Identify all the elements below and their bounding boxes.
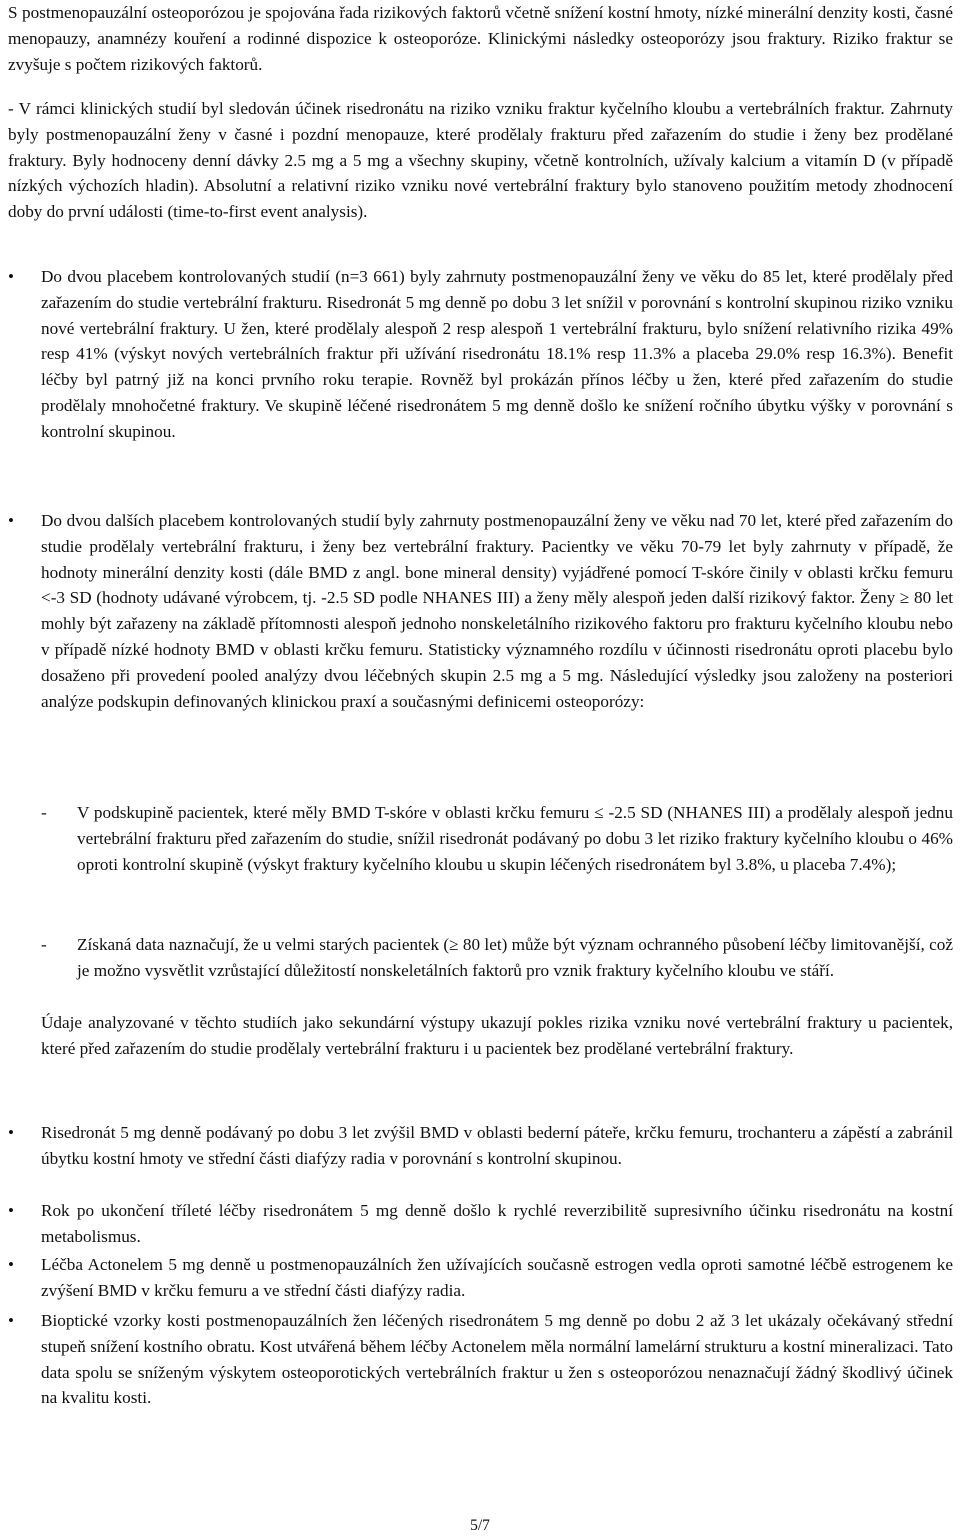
bullet-icon: • bbox=[8, 511, 14, 530]
bullet-icon: • bbox=[8, 1201, 14, 1220]
bullet-item-bmd-increase bbox=[8, 1120, 953, 1172]
dash-marker: - bbox=[41, 935, 47, 954]
bullet-item-text: Risedronát 5 mg denně podávaný po dobu 3 let zvýšil BMD v oblasti bederní páteře, krčku femuru, trochanteru a zápěstí a zabránil úbytku kostní hmoty ve střední části diafýzy radia v porovnání s kontrolní skupinou. bbox=[41, 1123, 953, 1168]
page-number: 5/7 bbox=[470, 1517, 490, 1534]
bullet-icon: • bbox=[8, 1123, 14, 1142]
sub-item-text: Získaná data naznačují, že u velmi starých pacientek (≥ 80 let) může být význam ochranného působení léčby limitovanější, což je možno vysvětlit vzrůstající důležitostí nonskeletálních faktorů pro vznik fraktury kyčelního kloubu ve stáří. bbox=[77, 935, 953, 980]
bullet-item-text: Léčba Actonelem 5 mg denně u postmenopauzálních žen užívajících současně estrogen vedla oproti samotné léčbě estrogenem ke zvýšení BMD v krčku femuru a ve střední části diafýzy radia. bbox=[41, 1255, 953, 1300]
bullet-icon: • bbox=[8, 267, 14, 286]
sub-item-elderly-patients bbox=[41, 932, 953, 984]
dash-marker: - bbox=[41, 803, 47, 822]
secondary-outcomes-paragraph: Údaje analyzované v těchto studiích jako sekundární výstupy ukazují pokles rizika vzniku nové vertebrální fraktury u pacientek, které před zařazením do studie prodělaly vertebrální frakturu i u pacientek bez prodělané vertebrální fraktury. bbox=[41, 1013, 953, 1058]
bullet-item-text: Rok po ukončení tříleté léčby risedronátem 5 mg denně došlo k rychlé reverzibilitě supresivního účinku risedronátu na kostní metabolismus. bbox=[41, 1201, 953, 1246]
bullet-item-bone-biopsy bbox=[8, 1308, 953, 1411]
intro-paragraph: S postmenopauzální osteoporózou je spojována řada rizikových faktorů včetně snížení kostní hmoty, nízké minerální denzity kosti, časné menopauzy, anamnézy kouření a rodinné dispozice k osteoporóze. Klinickými následky osteoporózy jsou fraktury. Riziko fraktur se zvyšuje s počtem rizikových faktorů. bbox=[8, 3, 953, 74]
bullet-icon: • bbox=[8, 1311, 14, 1330]
sub-item-text: V podskupině pacientek, které měly BMD T-skóre v oblasti krčku femuru ≤ -2.5 SD (NHANES III) a prodělaly alespoň jednu vertebrální frakturu před zařazením do studie, snížil risedronát podávaný po dobu 3 let riziko fraktury kyčelního kloubu o 46% oproti kontrolní skupině (výskyt fraktury kyčelního kloubu u skupin léčených risedronátem byl 3.8%, u placeba 7.4%); bbox=[77, 803, 953, 874]
bullet-item-vertebral-studies bbox=[8, 264, 953, 445]
bullet-item-text: Do dvou placebem kontrolovaných studií (n=3 661) byly zahrnuty postmenopauzální ženy ve věku do 85 let, které prodělaly před zařazením do studie vertebrální frakturu. Risedronát 5 mg denně po dobu 3 let snížil v porovnání s kontrolní skupinou riziko vzniku nové vertebrální fraktury. U žen, které prodělaly alespoň 2 resp alespoň 1 vertebrální frakturu, bylo snížení relativního rizika 49% resp 41% (výskyt nových vertebrálních fraktur při užívání risedronátu 18.1% resp 11.3% a placeba 29.0% resp 16.3%). Benefit léčby byl patrný již na konci prvního roku terapie. Rovněž byl prokázán přínos léčby u žen, které před zařazením do studie prodělaly mnohočetné fraktury. Ve skupině léčené risedronátem 5 mg denně došlo ke snížení ročního úbytku výšky v porovnání s kontrolní skupinou. bbox=[41, 267, 953, 441]
bullet-item-hip-studies bbox=[8, 508, 953, 714]
bullet-item-estrogen-combination bbox=[8, 1252, 953, 1304]
bullet-icon: • bbox=[8, 1255, 14, 1274]
sub-item-bmd-subgroup bbox=[41, 800, 953, 877]
bullet-item-text: Bioptické vzorky kosti postmenopauzálních žen léčených risedronátem 5 mg denně po dobu 2 až 3 let ukázaly očekávaný střední stupeň snížení kostního obratu. Kost utvářená během léčby Actonelem měla normální lamelární strukturu a kostní mineralizaci. Tato data spolu se sníženým výskytem osteoporotických vertebrálních fraktur u žen s osteoporózou nenaznačují žádný škodlivý účinek na kvalitu kosti. bbox=[41, 1311, 953, 1408]
studies-intro-paragraph: - V rámci klinických studií byl sledován účinek risedronátu na riziko vzniku fraktur kyčelního kloubu a vertebrálních fraktur. Zahrnuty byly postmenopauzální ženy v časné i pozdní menopauze, které prodělaly frakturu před zařazením do studie i ženy bez prodělané fraktury. Byly hodnoceny denní dávky 2.5 mg a 5 mg a všechny skupiny, včetně kontrolních, užívaly kalcium a vitamín D (v případě nízkých výchozích hladin). Absolutní a relativní riziko vzniku nové vertebrální fraktury bylo stanoveno použitím metody zhodnocení doby do první události (time-to-first event analysis). bbox=[8, 99, 953, 222]
bullet-item-text: Do dvou dalších placebem kontrolovaných studií byly zahrnuty postmenopauzální ženy ve věku nad 70 let, které před zařazením do studie prodělaly vertebrální frakturu, i ženy bez vertebrální fraktury. Pacientky ve věku 70-79 let byly zahrnuty v případě, že hodnoty minerální denzity kosti (dále BMD z angl. bone mineral density) vyjádřené pomocí T-skóre činily v oblasti krčku femuru <-3 SD (hodnoty udávané výrobcem, tj. -2.5 SD podle NHANES III) a ženy měly alespoň jeden další rizikový faktor. Ženy ≥ 80 let mohly být zařazeny na základě přítomnosti alespoň jednoho nonskeletálního rizikového faktoru pro frakturu kyčelního kloubu nebo v případě nízké hodnoty BMD v oblasti krčku femuru. Statisticky významného rozdílu v účinnosti risedronátu oproti placebu bylo dosaženo při provedení pooled analýzy dvou léčebných skupin 2.5 mg a 5 mg. Následující výsledky jsou založeny na posteriori analýze podskupin definovaných klinickou praxí a současnými definicemi osteoporózy: bbox=[41, 511, 953, 711]
bullet-item-reversibility bbox=[8, 1198, 953, 1250]
